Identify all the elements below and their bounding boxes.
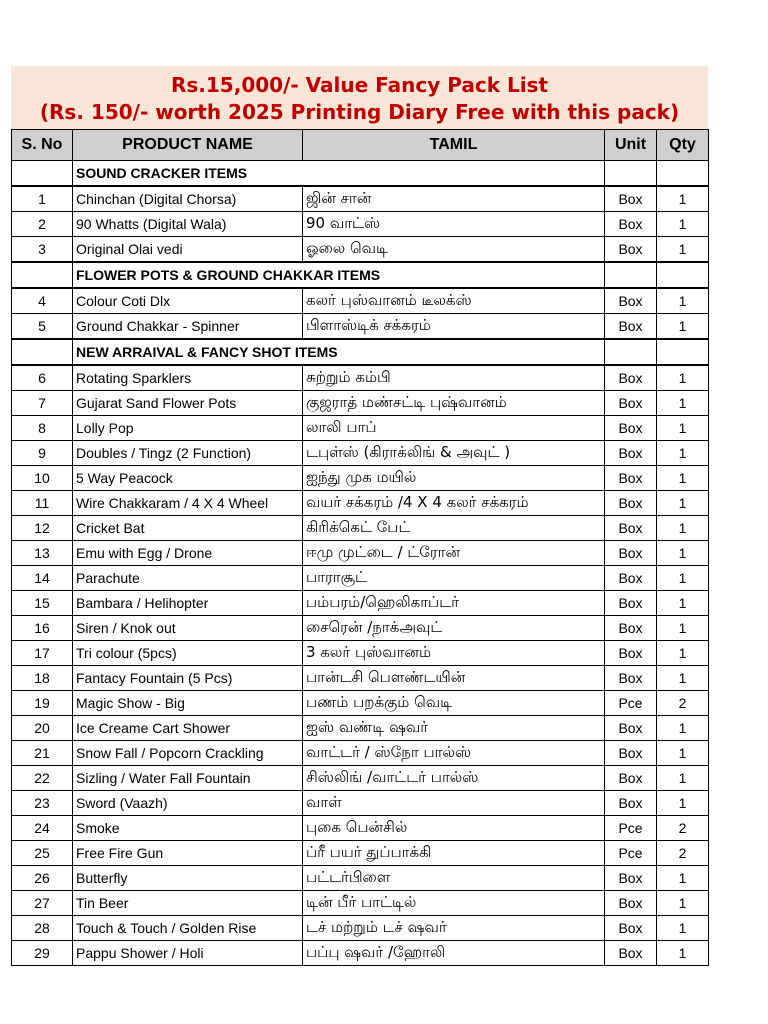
product-table — [11, 129, 709, 966]
cell-qty: 1 — [657, 741, 709, 766]
cell-product-name: Magic Show - Big — [73, 691, 303, 716]
cell-unit: Pce — [605, 816, 657, 841]
table-row — [12, 791, 709, 816]
cell-sno: 17 — [12, 641, 73, 666]
title-banner — [11, 66, 708, 129]
cell-unit: Box — [605, 666, 657, 691]
cell-tamil-name: பம்பரம்/ஹெலிகாப்டர் — [303, 591, 605, 616]
cell-qty: 1 — [657, 591, 709, 616]
cell-tamil-name: லாலி பாப் — [303, 416, 605, 441]
cell-sno: 1 — [12, 186, 73, 212]
table-row — [12, 641, 709, 666]
cell-tamil-name: பணம் பறக்கும் வெடி — [303, 691, 605, 716]
cell-qty: 1 — [657, 541, 709, 566]
cell-tamil-name: வயர் சக்கரம் /4 X 4 கலர் சக்கரம் — [303, 491, 605, 516]
cell-sno: 12 — [12, 516, 73, 541]
cell-tamil-name: டச் மற்றும் டச் ஷவர் — [303, 916, 605, 941]
cell-sno: 2 — [12, 212, 73, 237]
table-row — [12, 616, 709, 641]
section-row — [12, 339, 709, 365]
cell-unit: Box — [605, 866, 657, 891]
cell-qty: 1 — [657, 314, 709, 340]
cell-tamil-name: பிளாஸ்டிக் சக்கரம் — [303, 314, 605, 340]
cell-sno: 10 — [12, 466, 73, 491]
cell-tamil-name: ஜின் சான் — [303, 186, 605, 212]
table-row — [12, 314, 709, 340]
table-row — [12, 716, 709, 741]
table-row — [12, 541, 709, 566]
cell-sno: 3 — [12, 237, 73, 263]
section-unit-cell — [605, 339, 657, 365]
cell-qty: 1 — [657, 516, 709, 541]
section-sno-cell — [12, 161, 73, 187]
header-sno: S. No — [12, 130, 73, 161]
cell-product-name: 5 Way Peacock — [73, 466, 303, 491]
cell-qty: 1 — [657, 416, 709, 441]
table-row — [12, 516, 709, 541]
cell-qty: 1 — [657, 237, 709, 263]
cell-product-name: Tin Beer — [73, 891, 303, 916]
cell-product-name: Smoke — [73, 816, 303, 841]
cell-sno: 29 — [12, 941, 73, 966]
table-row — [12, 237, 709, 263]
header-product-name: PRODUCT NAME — [73, 130, 303, 161]
cell-sno: 13 — [12, 541, 73, 566]
table-row — [12, 841, 709, 866]
cell-sno: 14 — [12, 566, 73, 591]
cell-product-name: Ice Creame Cart Shower — [73, 716, 303, 741]
cell-tamil-name: கிரிக்கெட் பேட் — [303, 516, 605, 541]
table-row — [12, 288, 709, 314]
table-row — [12, 916, 709, 941]
table-row — [12, 741, 709, 766]
cell-qty: 2 — [657, 841, 709, 866]
cell-tamil-name: சுற்றும் கம்பி — [303, 365, 605, 391]
cell-unit: Box — [605, 314, 657, 340]
cell-product-name: Tri colour (5pcs) — [73, 641, 303, 666]
page-title: Rs.15,000/- Value Fancy Pack List — [170, 73, 549, 97]
table-row — [12, 391, 709, 416]
cell-tamil-name: 90 வாட்ஸ் — [303, 212, 605, 237]
cell-product-name: Touch & Touch / Golden Rise — [73, 916, 303, 941]
cell-unit: Box — [605, 391, 657, 416]
cell-unit: Box — [605, 891, 657, 916]
cell-tamil-name: ஐஸ் வண்டி ஷவர் — [303, 716, 605, 741]
cell-product-name: Bambara / Helihopter — [73, 591, 303, 616]
section-qty-cell — [657, 262, 709, 288]
cell-tamil-name: பாராசூட் — [303, 566, 605, 591]
table-row — [12, 212, 709, 237]
section-row — [12, 161, 709, 187]
cell-qty: 1 — [657, 791, 709, 816]
cell-qty: 1 — [657, 716, 709, 741]
cell-tamil-name: ப்ரீ பயர் துப்பாக்கி — [303, 841, 605, 866]
table-header-row — [12, 130, 709, 161]
cell-tamil-name: கலர் புஸ்வானம் டீலக்ஸ் — [303, 288, 605, 314]
table-row — [12, 186, 709, 212]
cell-sno: 16 — [12, 616, 73, 641]
table-row — [12, 891, 709, 916]
cell-unit: Box — [605, 491, 657, 516]
cell-product-name: Chinchan (Digital Chorsa) — [73, 186, 303, 212]
cell-qty: 1 — [657, 212, 709, 237]
section-qty-cell — [657, 161, 709, 187]
page-subtitle: (Rs. 150/- worth 2025 Printing Diary Free with this pack) — [39, 100, 680, 124]
table-row — [12, 441, 709, 466]
cell-qty: 1 — [657, 441, 709, 466]
cell-sno: 22 — [12, 766, 73, 791]
header-qty: Qty — [657, 130, 709, 161]
cell-sno: 7 — [12, 391, 73, 416]
cell-unit: Box — [605, 716, 657, 741]
cell-qty: 1 — [657, 391, 709, 416]
cell-product-name: Free Fire Gun — [73, 841, 303, 866]
cell-product-name: Emu with Egg / Drone — [73, 541, 303, 566]
cell-tamil-name: பான்டசி பௌண்டயின் — [303, 666, 605, 691]
cell-tamil-name: டபுள்ஸ் (கிராக்லிங் & அவுட் ) — [303, 441, 605, 466]
cell-product-name: Sword (Vaazh) — [73, 791, 303, 816]
cell-qty: 1 — [657, 641, 709, 666]
cell-qty: 1 — [657, 186, 709, 212]
cell-unit: Box — [605, 212, 657, 237]
cell-product-name: Rotating Sparklers — [73, 365, 303, 391]
cell-product-name: Siren / Knok out — [73, 616, 303, 641]
table-row — [12, 566, 709, 591]
cell-product-name: 90 Whatts (Digital Wala) — [73, 212, 303, 237]
table-body — [12, 161, 709, 966]
cell-qty: 1 — [657, 288, 709, 314]
cell-qty: 1 — [657, 491, 709, 516]
cell-qty: 1 — [657, 891, 709, 916]
section-unit-cell — [605, 262, 657, 288]
cell-qty: 1 — [657, 466, 709, 491]
cell-product-name: Snow Fall / Popcorn Crackling — [73, 741, 303, 766]
cell-tamil-name: ஓலை வெடி — [303, 237, 605, 263]
table-row — [12, 766, 709, 791]
cell-unit: Box — [605, 541, 657, 566]
section-qty-cell — [657, 339, 709, 365]
cell-tamil-name: 3 கலர் புஸ்வானம் — [303, 641, 605, 666]
cell-tamil-name: ஈமு முட்டை / ட்ரோன் — [303, 541, 605, 566]
cell-tamil-name: டின் பீர் பாட்டில் — [303, 891, 605, 916]
cell-qty: 2 — [657, 816, 709, 841]
cell-unit: Box — [605, 441, 657, 466]
cell-tamil-name: சைரென் /நாக்அவுட் — [303, 616, 605, 641]
cell-unit: Box — [605, 566, 657, 591]
cell-qty: 1 — [657, 666, 709, 691]
cell-product-name: Fantacy Fountain (5 Pcs) — [73, 666, 303, 691]
cell-sno: 26 — [12, 866, 73, 891]
cell-sno: 11 — [12, 491, 73, 516]
cell-product-name: Lolly Pop — [73, 416, 303, 441]
cell-product-name: Pappu Shower / Holi — [73, 941, 303, 966]
cell-sno: 8 — [12, 416, 73, 441]
header-unit: Unit — [605, 130, 657, 161]
cell-unit: Box — [605, 466, 657, 491]
cell-sno: 24 — [12, 816, 73, 841]
cell-sno: 18 — [12, 666, 73, 691]
cell-qty: 1 — [657, 866, 709, 891]
cell-product-name: Original Olai vedi — [73, 237, 303, 263]
cell-sno: 9 — [12, 441, 73, 466]
cell-unit: Box — [605, 741, 657, 766]
cell-unit: Box — [605, 416, 657, 441]
cell-unit: Box — [605, 516, 657, 541]
cell-sno: 15 — [12, 591, 73, 616]
cell-sno: 23 — [12, 791, 73, 816]
cell-product-name: Butterfly — [73, 866, 303, 891]
cell-unit: Box — [605, 365, 657, 391]
section-label: FLOWER POTS & GROUND CHAKKAR ITEMS — [73, 262, 605, 288]
section-unit-cell — [605, 161, 657, 187]
table-row — [12, 941, 709, 966]
cell-unit: Box — [605, 237, 657, 263]
cell-unit: Box — [605, 591, 657, 616]
cell-tamil-name: பட்டர்பிளை — [303, 866, 605, 891]
cell-product-name: Doubles / Tingz (2 Function) — [73, 441, 303, 466]
table-row — [12, 666, 709, 691]
table-row — [12, 866, 709, 891]
table-row — [12, 365, 709, 391]
cell-unit: Box — [605, 616, 657, 641]
cell-product-name: Gujarat Sand Flower Pots — [73, 391, 303, 416]
cell-tamil-name: சிஸ்லிங் /வாட்டர் பால்ஸ் — [303, 766, 605, 791]
cell-unit: Pce — [605, 691, 657, 716]
cell-unit: Box — [605, 766, 657, 791]
cell-unit: Box — [605, 791, 657, 816]
cell-qty: 1 — [657, 766, 709, 791]
cell-tamil-name: ஐந்து முக மயில் — [303, 466, 605, 491]
cell-product-name: Wire Chakkaram / 4 X 4 Wheel — [73, 491, 303, 516]
cell-qty: 1 — [657, 566, 709, 591]
cell-unit: Box — [605, 916, 657, 941]
cell-sno: 21 — [12, 741, 73, 766]
cell-qty: 1 — [657, 616, 709, 641]
cell-unit: Box — [605, 641, 657, 666]
section-sno-cell — [12, 262, 73, 288]
cell-unit: Box — [605, 288, 657, 314]
cell-qty: 1 — [657, 365, 709, 391]
table-row — [12, 466, 709, 491]
cell-sno: 20 — [12, 716, 73, 741]
table-row — [12, 416, 709, 441]
cell-tamil-name: புகை பென்சில் — [303, 816, 605, 841]
cell-tamil-name: வாட்டர் / ஸ்நோ பால்ஸ் — [303, 741, 605, 766]
cell-qty: 1 — [657, 941, 709, 966]
table-row — [12, 591, 709, 616]
cell-sno: 25 — [12, 841, 73, 866]
cell-product-name: Sizling / Water Fall Fountain — [73, 766, 303, 791]
section-row — [12, 262, 709, 288]
cell-tamil-name: பப்பு ஷவர் /ஹோலி — [303, 941, 605, 966]
table-row — [12, 691, 709, 716]
cell-sno: 5 — [12, 314, 73, 340]
cell-product-name: Colour Coti Dlx — [73, 288, 303, 314]
cell-tamil-name: வாள் — [303, 791, 605, 816]
cell-unit: Pce — [605, 841, 657, 866]
section-label: SOUND CRACKER ITEMS — [73, 161, 605, 187]
cell-sno: 6 — [12, 365, 73, 391]
cell-qty: 2 — [657, 691, 709, 716]
cell-unit: Box — [605, 186, 657, 212]
header-tamil: TAMIL — [303, 130, 605, 161]
cell-tamil-name: குஜராத் மண்சட்டி புஷ்வானம் — [303, 391, 605, 416]
cell-product-name: Cricket Bat — [73, 516, 303, 541]
cell-sno: 28 — [12, 916, 73, 941]
table-row — [12, 816, 709, 841]
section-label: NEW ARRAIVAL & FANCY SHOT ITEMS — [73, 339, 605, 365]
cell-unit: Box — [605, 941, 657, 966]
cell-qty: 1 — [657, 916, 709, 941]
cell-sno: 4 — [12, 288, 73, 314]
cell-sno: 27 — [12, 891, 73, 916]
cell-product-name: Ground Chakkar - Spinner — [73, 314, 303, 340]
section-sno-cell — [12, 339, 73, 365]
cell-sno: 19 — [12, 691, 73, 716]
cell-product-name: Parachute — [73, 566, 303, 591]
table-row — [12, 491, 709, 516]
